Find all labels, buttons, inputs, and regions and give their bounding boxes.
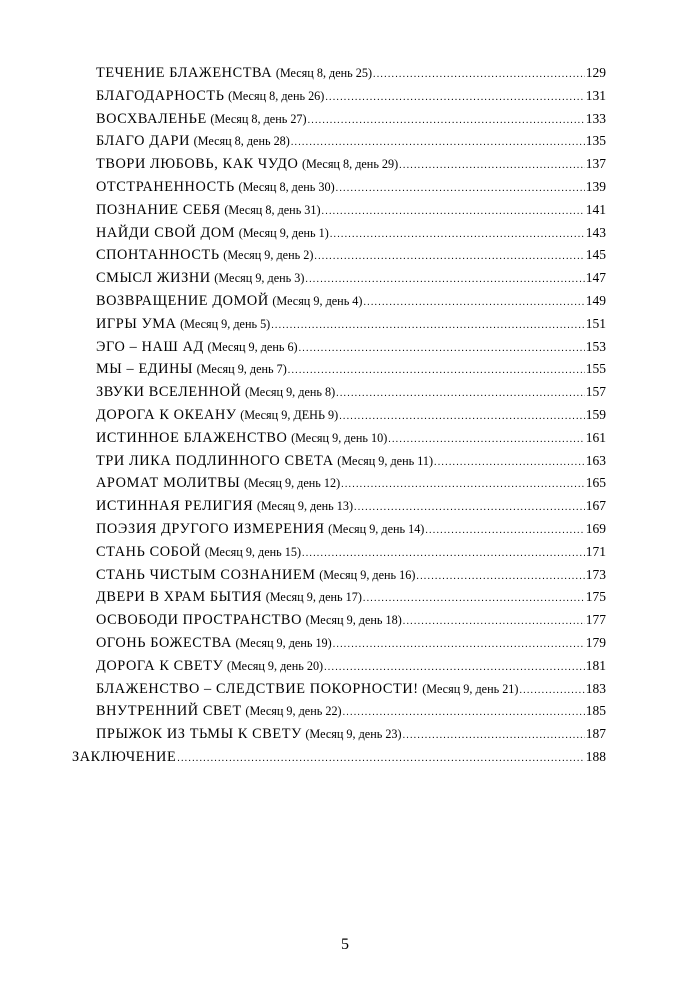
toc-entry-date: (Месяц 9, день 10) [291, 430, 388, 445]
toc-entry-title: БЛАГОДАРНОСТЬ [96, 87, 225, 104]
toc-entry-title: ТВОРИ ЛЮБОВЬ, КАК ЧУДО [96, 156, 299, 173]
dot-leader [519, 680, 584, 703]
toc-entry-page: 157 [585, 384, 606, 400]
toc-entry-date: (Месяц 8, день 25) [275, 66, 373, 80]
toc-entry-date: (Месяц 8, день 29) [301, 157, 399, 172]
toc-entry[interactable] [72, 62, 606, 85]
toc-entry-date: (Месяц 9, день 1) [238, 225, 329, 240]
dot-leader [288, 360, 585, 383]
toc-entry-page: 185 [585, 703, 606, 719]
toc-entry[interactable] [72, 450, 606, 473]
toc-entry[interactable] [72, 244, 606, 267]
toc-entry[interactable] [72, 472, 606, 495]
toc-entry-title: ПОЭЗИЯ ДРУГОГО ИЗМЕРЕНИЯ [96, 520, 325, 537]
toc-entry[interactable] [72, 609, 606, 632]
dot-leader [299, 338, 585, 361]
dot-leader [403, 725, 585, 748]
toc-entry-date: (Месяц 9, день 20) [226, 658, 324, 673]
toc-entry-date: (Месяц 9, день 11) [337, 453, 434, 468]
dot-leader [336, 383, 585, 406]
toc-entry-title: БЛАГО ДАРИ [96, 133, 191, 150]
toc-entry-date: (Месяц 9, день 18) [305, 613, 402, 628]
toc-entry-title: ИСТИННАЯ РЕЛИГИЯ [96, 498, 254, 515]
toc-entry-date: (Месяц 9, день 22) [245, 704, 342, 719]
dot-leader [373, 64, 585, 87]
toc-entry[interactable] [72, 336, 606, 359]
dot-leader [336, 178, 585, 201]
toc-entry-title: СМЫСЛ ЖИЗНИ [96, 270, 211, 287]
toc-entry-title: ИСТИННОЕ БЛАЖЕНСТВО [96, 429, 288, 446]
toc-entry-title: НАЙДИ СВОЙ ДОМ [96, 224, 236, 241]
toc-entry-page: 165 [585, 475, 606, 491]
toc-entry-conclusion[interactable] [72, 746, 606, 769]
dot-leader [363, 292, 584, 315]
dot-leader [388, 429, 584, 452]
toc-entry-title: ВНУТРЕННИЙ СВЕТ [96, 703, 242, 720]
toc-entry-page: 167 [585, 498, 606, 514]
toc-entry-title: ТРИ ЛИКА ПОДЛИННОГО СВЕТА [96, 452, 334, 469]
toc-entry[interactable] [72, 199, 606, 222]
toc-entry-page: 187 [585, 726, 606, 742]
toc-entry[interactable] [72, 290, 606, 313]
toc-entry-page: 161 [585, 429, 606, 445]
toc-entry[interactable] [72, 267, 606, 290]
toc-entry-date: (Месяц 9, ДЕНЬ 9) [240, 407, 339, 422]
toc-entry-page: 131 [585, 87, 606, 103]
toc-entry-date: (Месяц 8, день 26) [228, 88, 325, 103]
dot-leader [330, 224, 585, 247]
toc-entry[interactable] [72, 495, 606, 518]
toc-entry-title: ТЕЧЕНИЕ БЛАЖЕНСТВА [96, 65, 273, 81]
toc-entry-page: 175 [585, 589, 606, 605]
dot-leader [314, 246, 584, 269]
toc-entry-page: 145 [585, 247, 606, 263]
dot-leader [322, 201, 585, 224]
toc-entry-date: (Месяц 8, день 27) [210, 111, 307, 126]
toc-entry-date: (Месяц 9, день 5) [180, 316, 271, 331]
dot-leader [333, 634, 585, 657]
toc-entry-page: 147 [585, 270, 606, 286]
toc-entry-date: (Месяц 9, день 14) [328, 521, 425, 536]
toc-entry[interactable] [72, 108, 606, 131]
toc-entry-date: (Месяц 9, день 3) [214, 271, 305, 286]
toc-entry[interactable] [72, 427, 606, 450]
toc-entry[interactable] [72, 153, 606, 176]
toc-entry[interactable] [72, 564, 606, 587]
dot-leader [325, 87, 584, 110]
toc-entry[interactable] [72, 404, 606, 427]
toc-entry-page: 171 [585, 543, 606, 559]
dot-leader [403, 611, 585, 634]
toc-entry-page: 141 [585, 201, 606, 217]
toc-entry[interactable] [72, 130, 606, 153]
toc-entry-date: (Месяц 9, день 19) [235, 635, 332, 650]
dot-leader [399, 155, 585, 178]
dot-leader [354, 497, 585, 520]
dot-leader [177, 748, 584, 771]
toc-entry-page: 155 [585, 361, 606, 377]
toc-entry-page: 177 [585, 612, 606, 628]
toc-entry-title: ДОРОГА К ОКЕАНУ [96, 406, 237, 423]
toc-entry-title: ЗВУКИ ВСЕЛЕННОЙ [96, 384, 242, 401]
dot-leader [305, 269, 584, 292]
toc-entry-title: ПОЗНАНИЕ СЕБЯ [96, 201, 221, 218]
toc-entry-page: 163 [585, 452, 606, 468]
toc-entry[interactable] [72, 358, 606, 381]
toc-entry-date: (Месяц 9, день 8) [245, 385, 336, 400]
toc-entry-title: АРОМАТ МОЛИТВЫ [96, 475, 241, 492]
dot-leader [434, 452, 585, 475]
toc-entry-page: 149 [585, 292, 606, 308]
toc-entry-page: 129 [585, 65, 606, 80]
toc-entry[interactable] [72, 655, 606, 678]
dot-leader [291, 132, 585, 155]
toc-entry-page: 188 [585, 748, 606, 764]
toc-entry-title: ЗАКЛЮЧЕНИЕ [72, 748, 177, 765]
toc-entry-date: (Месяц 8, день 31) [224, 202, 321, 217]
toc-entry-page: 173 [585, 566, 606, 582]
toc-entry-date: (Месяц 9, день 23) [305, 727, 402, 742]
dot-leader [341, 474, 585, 497]
toc-entry-title: ПРЫЖОК ИЗ ТЬМЫ К СВЕТУ [96, 726, 302, 743]
toc-entry-date: (Месяц 9, день 21) [422, 681, 519, 696]
toc-entry-title: МЫ – ЕДИНЫ [96, 361, 194, 378]
toc-entry[interactable] [72, 586, 606, 609]
dot-leader [324, 657, 585, 680]
toc-entry-page: 151 [585, 315, 606, 331]
toc-entry[interactable] [72, 85, 606, 108]
page-number: 5 [341, 936, 349, 953]
toc-entry-page: 139 [585, 178, 606, 194]
toc-entry-title: ДВЕРИ В ХРАМ БЫТИЯ [96, 589, 263, 606]
toc-entry-title: СТАНЬ СОБОЙ [96, 543, 202, 560]
toc-entry-title: ВОСХВАЛЕНЬЕ [96, 110, 207, 127]
toc-entry-page: 137 [585, 156, 606, 172]
toc-entry-page: 133 [585, 110, 606, 126]
toc-entry-date: (Месяц 8, день 30) [238, 179, 335, 194]
toc-entry-date: (Месяц 9, день 13) [256, 499, 354, 514]
dot-leader [343, 702, 585, 725]
toc-entry-title: БЛАЖЕНСТВО – СЛЕДСТВИЕ ПОКОРНОСТИ! [96, 680, 419, 697]
toc-entry-date: (Месяц 9, день 7) [196, 362, 287, 377]
dot-leader [302, 543, 585, 566]
toc-entry-page: 179 [585, 634, 606, 650]
toc-entry[interactable] [72, 723, 606, 746]
toc-entry[interactable] [72, 222, 606, 245]
toc-entry-page: 153 [585, 338, 606, 354]
toc-entry-date: (Месяц 9, день 2) [223, 248, 314, 263]
dot-leader [363, 588, 585, 611]
dot-leader [271, 315, 585, 338]
dot-leader [308, 110, 585, 133]
toc-entry-title: ДОРОГА К СВЕТУ [96, 657, 224, 674]
toc-entry-title: СТАНЬ ЧИСТЫМ СОЗНАНИЕМ [96, 566, 316, 583]
toc-entry-page: 159 [585, 406, 606, 422]
toc-entry-page: 181 [585, 657, 606, 673]
toc-entry[interactable] [72, 313, 606, 336]
toc-entry[interactable] [72, 632, 606, 655]
toc-entry-title: ЭГО – НАШ АД [96, 338, 204, 355]
toc-entry-page: 169 [585, 520, 606, 536]
toc-entry-date: (Месяц 9, день 17) [265, 590, 362, 605]
toc-entry-page: 143 [585, 224, 606, 240]
dot-leader [416, 566, 584, 589]
toc-entry-title: СПОНТАННОСТЬ [96, 247, 220, 264]
toc-entry-title: ВОЗВРАЩЕНИЕ ДОМОЙ [96, 292, 269, 309]
toc-entry-date: (Месяц 9, день 16) [319, 567, 416, 582]
toc-entry-title: ОГОНЬ БОЖЕСТВА [96, 634, 232, 651]
toc-entry[interactable] [72, 381, 606, 404]
toc-entry-title: ИГРЫ УМА [96, 315, 177, 332]
toc-entry[interactable] [72, 176, 606, 199]
toc-entry[interactable] [72, 518, 606, 541]
toc-entry-date: (Месяц 9, день 4) [272, 293, 363, 308]
table-of-contents [72, 62, 606, 769]
dot-leader [339, 406, 585, 429]
toc-entry-date: (Месяц 8, день 28) [193, 134, 290, 149]
toc-entry-date: (Месяц 9, день 15) [204, 544, 301, 559]
toc-entry-page: 135 [585, 133, 606, 149]
toc-entry-date: (Месяц 9, день 6) [207, 339, 298, 354]
dot-leader [425, 520, 584, 543]
toc-entry-title: ОТСТРАНЕННОСТЬ [96, 178, 235, 195]
toc-entry[interactable] [72, 678, 606, 701]
toc-entry-date: (Месяц 9, день 12) [243, 476, 341, 491]
toc-entry-page: 183 [585, 680, 606, 696]
toc-entry-title: ОСВОБОДИ ПРОСТРАНСТВО [96, 612, 302, 629]
toc-entry[interactable] [72, 541, 606, 564]
toc-entry[interactable] [72, 700, 606, 723]
